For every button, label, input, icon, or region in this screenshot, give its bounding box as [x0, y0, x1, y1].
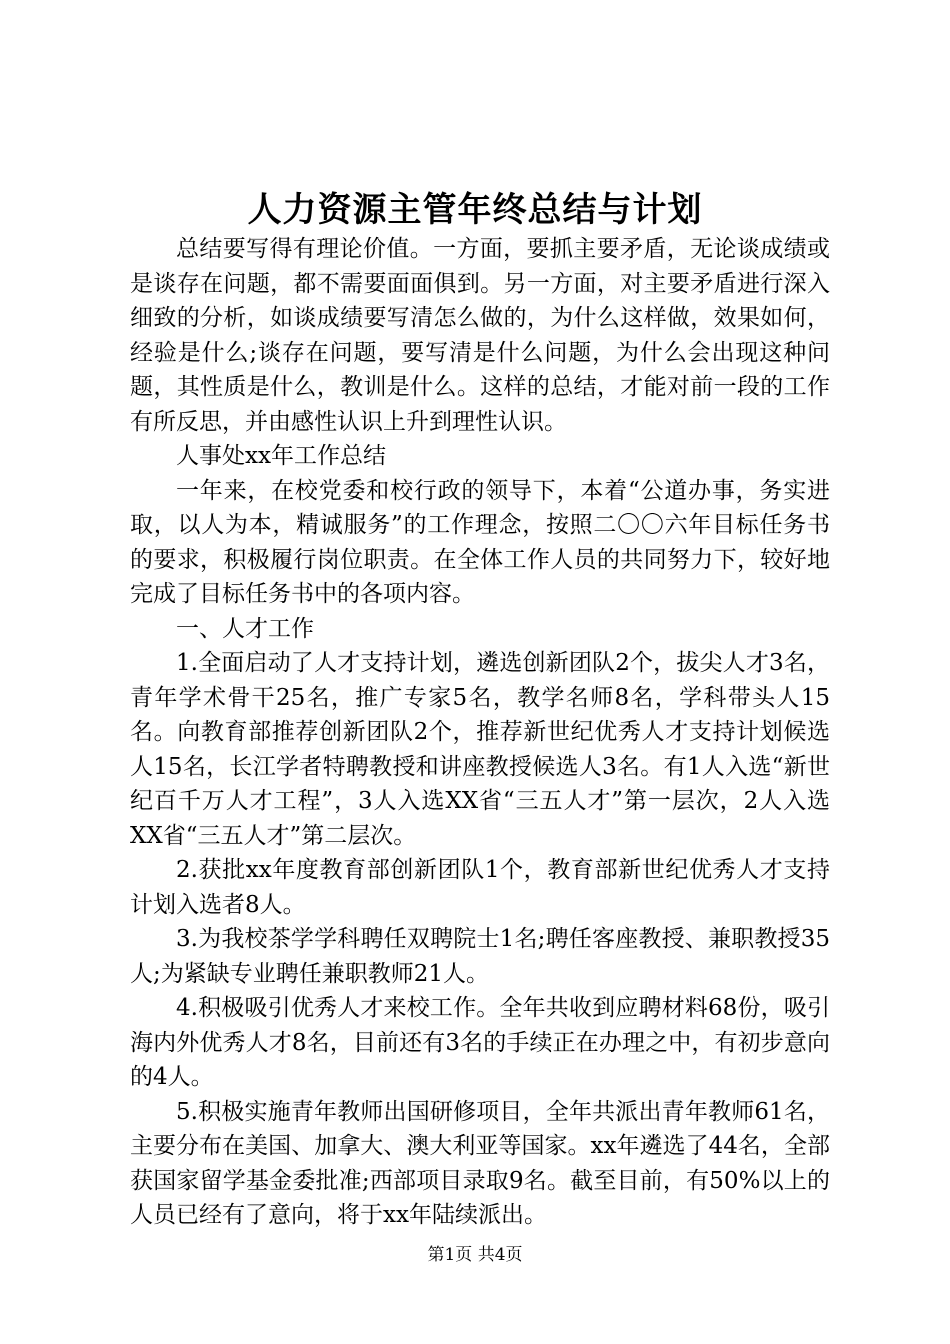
paragraph: 4.积极吸引优秀人才来校工作。全年共收到应聘材料68份，吸引海内外优秀人才8名，目前还有3名的手续正在办理之中，有初步意向的4人。	[130, 995, 830, 1090]
document-body	[130, 232, 830, 1233]
paragraph: 3.为我校茶学学科聘任双聘院士1名;聘任客座教授、兼职教授35人;为紧缺专业聘任兼职教师21人。	[130, 926, 830, 987]
paragraph: 2.获批xx年度教育部创新团队1个，教育部新世纪优秀人才支持计划入选者8人。	[130, 857, 830, 918]
paragraph: 1.全面启动了人才支持计划，遴选创新团队2个，拔尖人才3名，青年学术骨干25名，推广专家5名，教学名师8名，学科带头人15名。向教育部推荐创新团队2个，推荐新世纪优秀人才支持计划候选人15名，长江学者特聘教授和讲座教授候选人3名。有1人入选“新世纪百千万人才工程”，3人入选XX省“三五人才”第一层次，2人入选XX省“三五人才”第二层次。	[130, 650, 830, 849]
document-title: 人力资源主管年终总结与计划	[247, 190, 703, 230]
paragraph: 人事处xx年工作总结	[176, 443, 386, 469]
paragraph: 一年来，在校党委和校行政的领导下，本着“公道办事，务实进取，以人为本，精诚服务”的工作理念，按照二〇〇六年目标任务书的要求，积极履行岗位职责。在全体工作人员的共同努力下，较好地完成了目标任务书中的各项内容。	[130, 477, 830, 607]
paragraph: 5.积极实施青年教师出国研修项目，全年共派出青年教师61名，主要分布在美国、加拿大、澳大利亚等国家。xx年遴选了44名，全部获国家留学基金委批准;西部项目录取9名。截至目前，有50%以上的人员已经有了意向，将于xx年陆续派出。	[130, 1098, 830, 1228]
paragraph: 一、人才工作	[176, 615, 314, 642]
paragraph: 总结要写得有理论价值。一方面，要抓主要矛盾，无论谈成绩或是谈存在问题，都不需要面面俱到。另一方面，对主要矛盾进行深入细致的分析，如谈成绩要写清怎么做的，为什么这样做，效果如何，经验是什么;谈存在问题，要写清是什么问题，为什么会出现这种问题，其性质是什么，教训是什么。这样的总结，才能对前一段的工作有所反思，并由感性认识上升到理性认识。	[130, 236, 830, 435]
page-footer: 第1页 共4页	[427, 1245, 523, 1265]
